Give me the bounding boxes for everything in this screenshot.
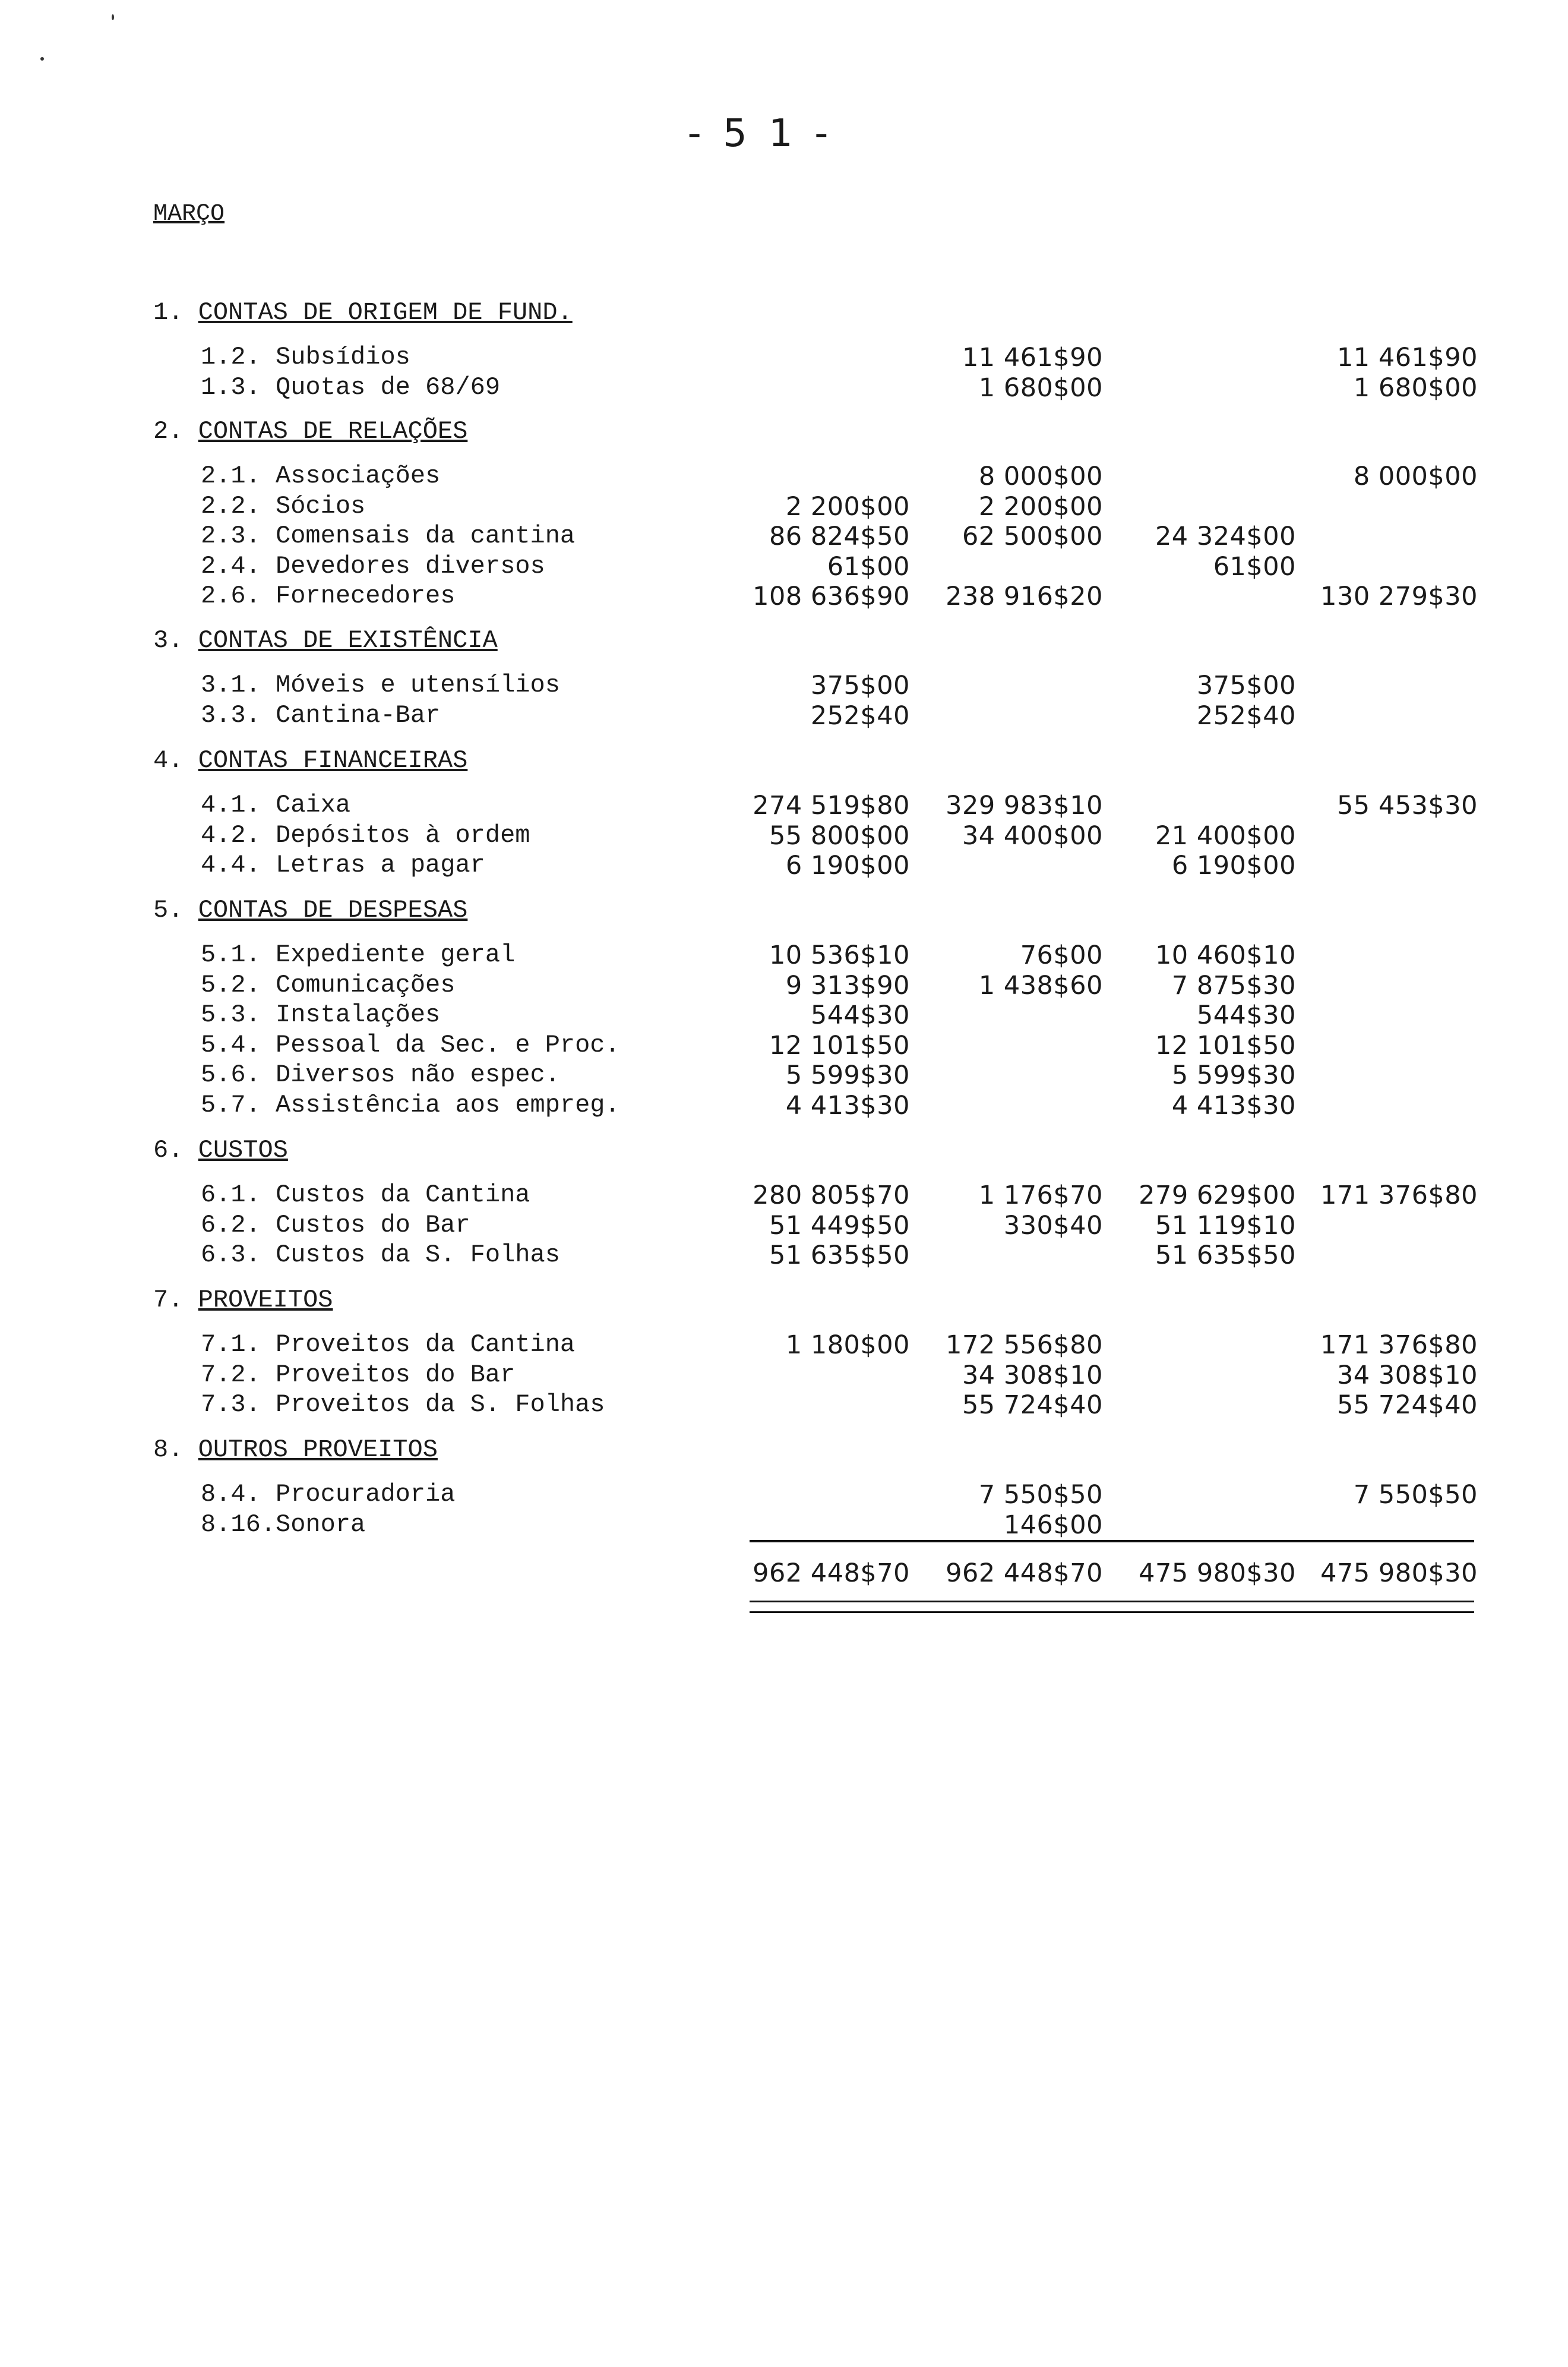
section-name: OUTROS PROVEITOS [198,1435,438,1464]
amount-col2: 55 724$40 [962,1390,1103,1420]
amount-col2: 7 550$50 [978,1480,1103,1510]
section-header [0,746,1568,777]
section-header [0,626,1568,657]
amount-col3: 5 599$30 [1171,1061,1296,1090]
account-label: 2.6. Fornecedores [201,582,456,610]
ledger-row [0,1390,1568,1421]
amount-col4: 11 461$90 [1336,343,1478,373]
amount-col3: 12 101$50 [1155,1030,1296,1061]
ledger-row [0,1001,1568,1031]
section-header [0,417,1568,448]
section-number: 8. [153,1435,184,1464]
section-number: 1. [153,298,184,327]
account-label: 8.4. Procuradoria [201,1480,456,1508]
account-label: 4.4. Letras a pagar [201,851,485,879]
total-rule-double-2 [750,1611,1474,1613]
amount-col4: 130 279$30 [1320,582,1478,611]
page-title: MARÇO [153,201,225,228]
amount-col1: 6 190$00 [785,851,910,880]
amount-col3: 6 190$00 [1171,851,1296,880]
account-label: 5.4. Pessoal da Sec. e Proc. [201,1030,620,1059]
amount-col3: 51 119$10 [1155,1210,1296,1241]
amount-col1: 61$00 [827,551,910,582]
amount-col4: 1 680$00 [1353,373,1478,403]
totals-row [0,1558,1568,1589]
amount-col4: 34 308$10 [1336,1360,1478,1390]
amount-col3: 375$00 [1196,671,1296,700]
amount-col1: 375$00 [810,671,910,700]
amount-col1: 55 800$00 [769,820,910,851]
ledger-row [0,1181,1568,1211]
section-name: PROVEITOS [198,1286,333,1314]
amount-col3: 544$30 [1196,1001,1296,1030]
section-number: 3. [153,626,184,655]
amount-col3: 61$00 [1213,551,1296,582]
section-title [153,626,498,655]
ledger-row [0,373,1568,404]
account-label: 2.2. Sócios [201,491,366,520]
ledger-row [0,1241,1568,1271]
amount-col4: 171 376$80 [1320,1330,1478,1360]
account-label: 6.3. Custos da S. Folhas [201,1241,560,1269]
amount-col1: 1 180$00 [785,1330,910,1360]
amount-col3: 279 629$00 [1139,1181,1296,1210]
amount-col1: 51 449$50 [769,1210,910,1241]
amount-col3: 4 413$30 [1171,1090,1296,1121]
amount-col3: 21 400$00 [1155,820,1296,851]
amount-col2: 329 983$10 [946,791,1103,820]
section-title [153,417,467,446]
account-label: 3.3. Cantina-Bar [201,700,441,730]
amount-col2: 11 461$90 [962,343,1103,373]
ledger-row [0,791,1568,822]
account-label: 6.1. Custos da Cantina [201,1181,530,1209]
ledger-row [0,1031,1568,1062]
amount-col2: 34 400$00 [962,820,1103,851]
total-col2: 962 448$70 [946,1558,1103,1588]
amount-col3: 10 460$10 [1155,941,1296,970]
ledger-row [0,462,1568,493]
amount-col4: 7 550$50 [1353,1480,1478,1510]
ledger-row [0,1361,1568,1391]
amount-col1: 10 536$10 [769,941,910,970]
amount-col4: 55 453$30 [1336,791,1478,820]
section-title [153,896,467,924]
section-header [0,1286,1568,1317]
section-title [153,298,573,327]
amount-col2: 330$40 [1003,1210,1103,1241]
amount-col1: 274 519$80 [753,791,910,820]
ledger-row [0,492,1568,523]
account-label: 8.16.Sonora [201,1510,366,1539]
section-number: 7. [153,1286,184,1314]
section-name: CONTAS DE DESPESAS [198,896,468,924]
total-rule-top [750,1540,1474,1542]
amount-col1: 544$30 [810,1001,910,1030]
account-label: 5.1. Expediente geral [201,941,516,969]
amount-col3: 252$40 [1196,700,1296,731]
ledger-row [0,1480,1568,1511]
amount-col2: 172 556$80 [946,1330,1103,1360]
section-header [0,1435,1568,1466]
amount-col1: 108 636$90 [753,582,910,611]
amount-col1: 86 824$50 [769,522,910,551]
amount-col1: 2 200$00 [785,491,910,522]
ledger-row [0,1330,1568,1361]
amount-col2: 34 308$10 [962,1360,1103,1390]
section-name: CONTAS DE EXISTÊNCIA [198,626,498,655]
ledger-row [0,671,1568,702]
account-label: 5.3. Instalações [201,1001,441,1029]
amount-col2: 1 176$70 [978,1181,1103,1210]
account-label: 2.3. Comensais da cantina [201,522,576,550]
ledger-row [0,1091,1568,1122]
section-number: 6. [153,1136,184,1164]
section-title [153,746,467,775]
amount-col3: 7 875$30 [1171,970,1296,1001]
section-number: 5. [153,896,184,924]
section-number: 2. [153,417,184,446]
amount-col1: 12 101$50 [769,1030,910,1061]
amount-col4: 8 000$00 [1353,462,1478,491]
account-label: 7.3. Proveitos da S. Folhas [201,1390,605,1419]
ledger-row [0,522,1568,553]
total-col1: 962 448$70 [753,1558,910,1588]
account-label: 5.6. Diversos não espec. [201,1061,560,1089]
amount-col2: 2 200$00 [978,491,1103,522]
account-label: 1.2. Subsídios [201,343,410,371]
amount-col1: 252$40 [810,700,910,731]
account-label: 5.2. Comunicações [201,970,456,999]
section-name: CONTAS DE RELAÇÕES [198,417,468,446]
amount-col2: 62 500$00 [962,522,1103,551]
account-label: 6.2. Custos do Bar [201,1210,470,1239]
account-label: 4.2. Depósitos à ordem [201,820,530,850]
section-name: CUSTOS [198,1136,288,1164]
ledger-row [0,1061,1568,1091]
ledger-row [0,1211,1568,1242]
amount-col2: 8 000$00 [978,462,1103,491]
ledger-row [0,582,1568,613]
amount-col1: 4 413$30 [785,1090,910,1121]
ledger-row [0,851,1568,882]
section-number: 4. [153,746,184,775]
page-number: - 5 1 - [687,112,833,156]
amount-col1: 280 805$70 [753,1181,910,1210]
amount-col3: 51 635$50 [1155,1241,1296,1270]
amount-col2: 1 438$60 [978,970,1103,1001]
total-col3: 475 980$30 [1139,1558,1296,1588]
amount-col1: 5 599$30 [785,1061,910,1090]
section-name: CONTAS FINANCEIRAS [198,746,468,775]
section-name: CONTAS DE ORIGEM DE FUND. [198,298,573,327]
scan-mark [112,14,114,20]
account-label: 2.4. Devedores diversos [201,551,545,580]
ledger-row [0,941,1568,971]
scan-mark [40,57,44,61]
ledger-row [0,552,1568,583]
amount-col2: 1 680$00 [978,373,1103,403]
total-col4: 475 980$30 [1320,1558,1478,1588]
amount-col4: 171 376$80 [1320,1181,1478,1210]
amount-col3: 24 324$00 [1155,522,1296,551]
section-title [153,1136,288,1164]
amount-col1: 51 635$50 [769,1241,910,1270]
section-header [0,1136,1568,1167]
ledger-row [0,821,1568,852]
account-label: 7.2. Proveitos do Bar [201,1360,516,1389]
ledger-row [0,1510,1568,1541]
section-title [153,1435,438,1464]
account-label: 7.1. Proveitos da Cantina [201,1330,576,1359]
total-rule-double-1 [750,1601,1474,1602]
account-label: 1.3. Quotas de 68/69 [201,373,501,402]
section-header [0,896,1568,927]
section-title [153,1286,333,1314]
amount-col2: 146$00 [1003,1510,1103,1540]
amount-col2: 238 916$20 [946,582,1103,611]
account-label: 3.1. Móveis e utensílios [201,671,560,699]
amount-col2: 76$00 [1020,941,1103,970]
amount-col1: 9 313$90 [785,970,910,1001]
ledger-row [0,701,1568,732]
ledger-row [0,971,1568,1002]
account-label: 5.7. Assistência aos empreg. [201,1090,620,1119]
account-label: 2.1. Associações [201,462,441,490]
ledger-row [0,343,1568,374]
section-header [0,298,1568,329]
account-label: 4.1. Caixa [201,791,351,819]
amount-col4: 55 724$40 [1336,1390,1478,1420]
